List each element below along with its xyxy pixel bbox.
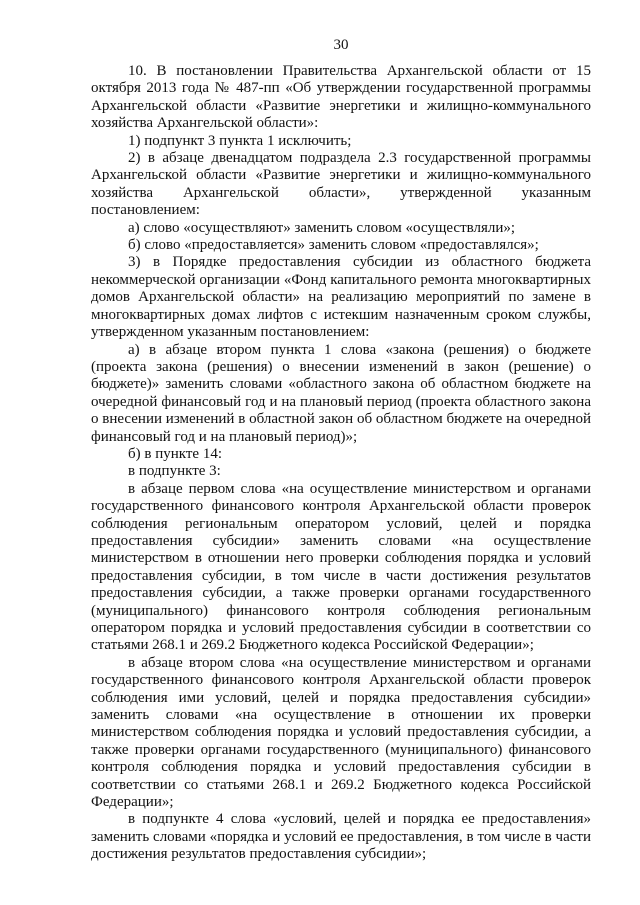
paragraph-subitem-3b: б) в пункте 14:	[128, 445, 222, 462]
paragraph-subitem-2a: а) слово «осуществляют» заменить словом «осуществляли»;	[128, 219, 516, 236]
page-number: 30	[333, 37, 349, 53]
paragraph-item-10: 10. В постановлении Правительства Архангельской области от 15 октября 2013 года № 487-пп «Об утверждении государственной программы Архангельской области «Развитие энергетики и жилищно-коммунального хозяйства Архангельской области»:	[91, 63, 591, 132]
paragraph-subpoint-4: в подпункте 4 слова «условий, целей и порядка ее предоставления» заменить словами «порядка и условий ее предоставления, в том числе в части достижения результатов предоставления субсидии»;	[91, 811, 591, 863]
paragraph-subitem-2b: б) слово «предоставляется» заменить словом «предоставлялся»;	[128, 237, 539, 254]
paragraph-subitem-1: 1) подпункт 3 пункта 1 исключить;	[128, 132, 352, 149]
document-body	[91, 63, 591, 864]
paragraph-subitem-3: 3) в Порядке предоставления субсидии из областного бюджета некоммерческой организации «Фонд капитального ремонта многоквартирных домов Архангельской области» на реализацию мероприятий по замене в многоквартирных домах лифтов с истекшим назначенным сроком службы, утвержденном указанным постановлением:	[91, 254, 591, 341]
paragraph-subpoint-3: в подпункте 3:	[128, 463, 221, 480]
paragraph-second-abzac: в абзаце втором слова «на осуществление министерством и органами государственного финансового контроля Архангельской области проверок соблюдения ими условий, целей и порядка предоставления субсидии» заменить словами «на осуществление в отношении их проверки министерством соблюдения порядка и условий предоставления субсидии, а также проверки органами государственного (муниципального) финансового контроля соблюдения порядка и условий предоставления субсидии в соответствии со статьями 268.1 и 269.2 Бюджетного кодекса Российской Федерации»;	[91, 654, 591, 811]
paragraph-subitem-2: 2) в абзаце двенадцатом подраздела 2.3 государственной программы Архангельской области «Развитие энергетики и жилищно-коммунального хозяйства Архангельской области», утвержденной указанным постановлением:	[91, 150, 591, 219]
paragraph-subitem-3a: а) в абзаце втором пункта 1 слова «закона (решения) о бюджете (проекта закона (решения) о внесении изменений в закон (решение) о бюджете)» заменить словами «областного закона об областном бюджете на очередной финансовый год и на плановый период (проекта областного закона о внесении изменений в областной закон об областном бюджете на очередной финансовый год и на плановый период)»;	[91, 341, 591, 445]
paragraph-first-abzac: в абзаце первом слова «на осуществление министерством и органами государственного финансового контроля Архангельской области проверок соблюдения региональным оператором условий, целей и порядка предоставления субсидии» заменить словами «на осуществление министерством в отношении него проверки соблюдения порядка и условий предоставления субсидии, в том числе в части достижения результатов предоставления субсидии, а также проверки органами государственного (муниципального) финансового контроля соблюдения региональным оператором порядка и условий предоставления субсидии в соответствии со статьями 268.1 и 269.2 Бюджетного кодекса Российской Федерации»;	[91, 480, 591, 654]
